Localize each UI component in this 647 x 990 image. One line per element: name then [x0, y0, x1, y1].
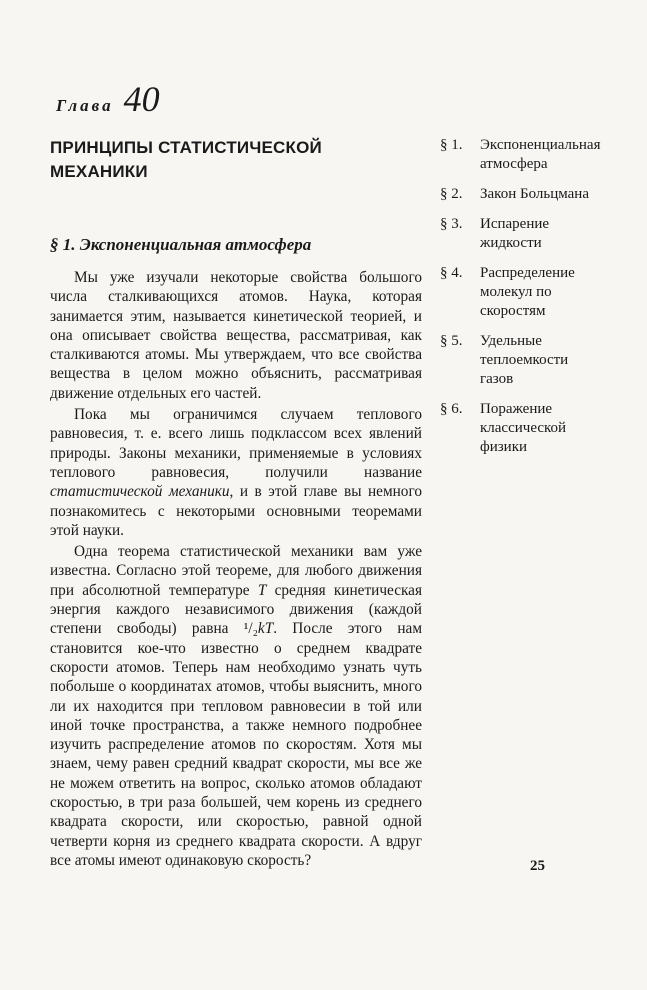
toc-item [440, 400, 600, 457]
toc-number: § 6. [440, 401, 463, 417]
toc-item [440, 332, 600, 389]
text-run: Пока мы ограничимся случаем теплового равновесия, т. е. всего лишь подклассом всех явлений природы. Законы механики, применяемые в условиях теплового равновесия, получили название [50, 406, 422, 481]
text-run: Одна теорема статистической механики вам уже известна. Согласно этой теореме, для любого движения при абсолютной температуре [50, 543, 422, 599]
toc-label: Поражение классической физики [480, 401, 567, 455]
section-contents [440, 136, 600, 468]
math-symbol: kT [257, 620, 274, 638]
page-number: 25 [530, 858, 545, 874]
chapter-title-line2: МЕХАНИКИ [50, 162, 148, 181]
text-run: , и в этой главе вы немного познакомитесь с некоторыми основными теоремами этой науки. [50, 483, 422, 539]
toc-number: § 2. [440, 186, 463, 202]
section-heading: § 1. Экспоненциальная атмосфера [50, 235, 312, 254]
toc-item [440, 215, 600, 253]
paragraph [50, 405, 422, 540]
toc-number: § 3. [440, 216, 463, 232]
chapter-title [50, 136, 322, 184]
math-symbol: T [257, 581, 267, 599]
math-fraction: ¹/₂ [243, 620, 258, 638]
body-text [50, 268, 422, 870]
text-run: . После этого нам становится кое-что известно о среднем квадрате скорости атомов. Теперь нам необходимо узнать чуть побольше о координатах атомов, чтобы выяснить, много ли их находится при тепловом равновесии в той или иной точке пространства, а также немного подробнее изучить распределение атомов по скоростям. Хотя мы знаем, чему равен средний квадрат скорости, мы все же не можем ответить на вопрос, сколько атомов обладают скоростью, в три раза большей, чем корень из среднего квадрата скорости, или скоростью, равной одной четверти корня из среднего квадрата скорости. А вдруг все атомы имеют одинаковую скорость? [50, 620, 422, 869]
toc-label: Удельные теплоемкости газов [480, 333, 569, 387]
toc-item [440, 136, 600, 174]
chapter-word: Глава [56, 96, 114, 115]
chapter-heading [56, 78, 160, 120]
toc-label: Закон Больцмана [480, 186, 589, 202]
emphasized-term: статистической механики [50, 483, 230, 501]
paragraph [50, 542, 422, 870]
paragraph: Мы уже изучали некоторые свойства большого числа сталкивающихся атомов. Наука, которая занимается этим, называется кинетической теорией, и она описывает свойства вещества, рассматривая, как сталкиваются атомы. Мы утверждаем, что все свойства вещества в целом можно объяснить, рассматривая движение отдельных его частей. [50, 269, 422, 402]
toc-number: § 5. [440, 333, 463, 349]
chapter-number: 40 [123, 79, 160, 119]
toc-number: § 4. [440, 265, 463, 281]
toc-label: Распределение молекул по скоростям [480, 265, 575, 319]
toc-item [440, 185, 600, 204]
toc-item [440, 264, 600, 321]
toc-number: § 1. [440, 137, 463, 153]
toc-label: Испарение жидкости [480, 216, 550, 251]
chapter-title-line1: ПРИНЦИПЫ СТАТИСТИЧЕСКОЙ [50, 138, 322, 157]
text-run: средняя кинетическая энергия каждого независимого движения (каждой степени свободы) равна [50, 581, 423, 638]
toc-label: Экспоненциальная атмосфера [480, 137, 601, 172]
